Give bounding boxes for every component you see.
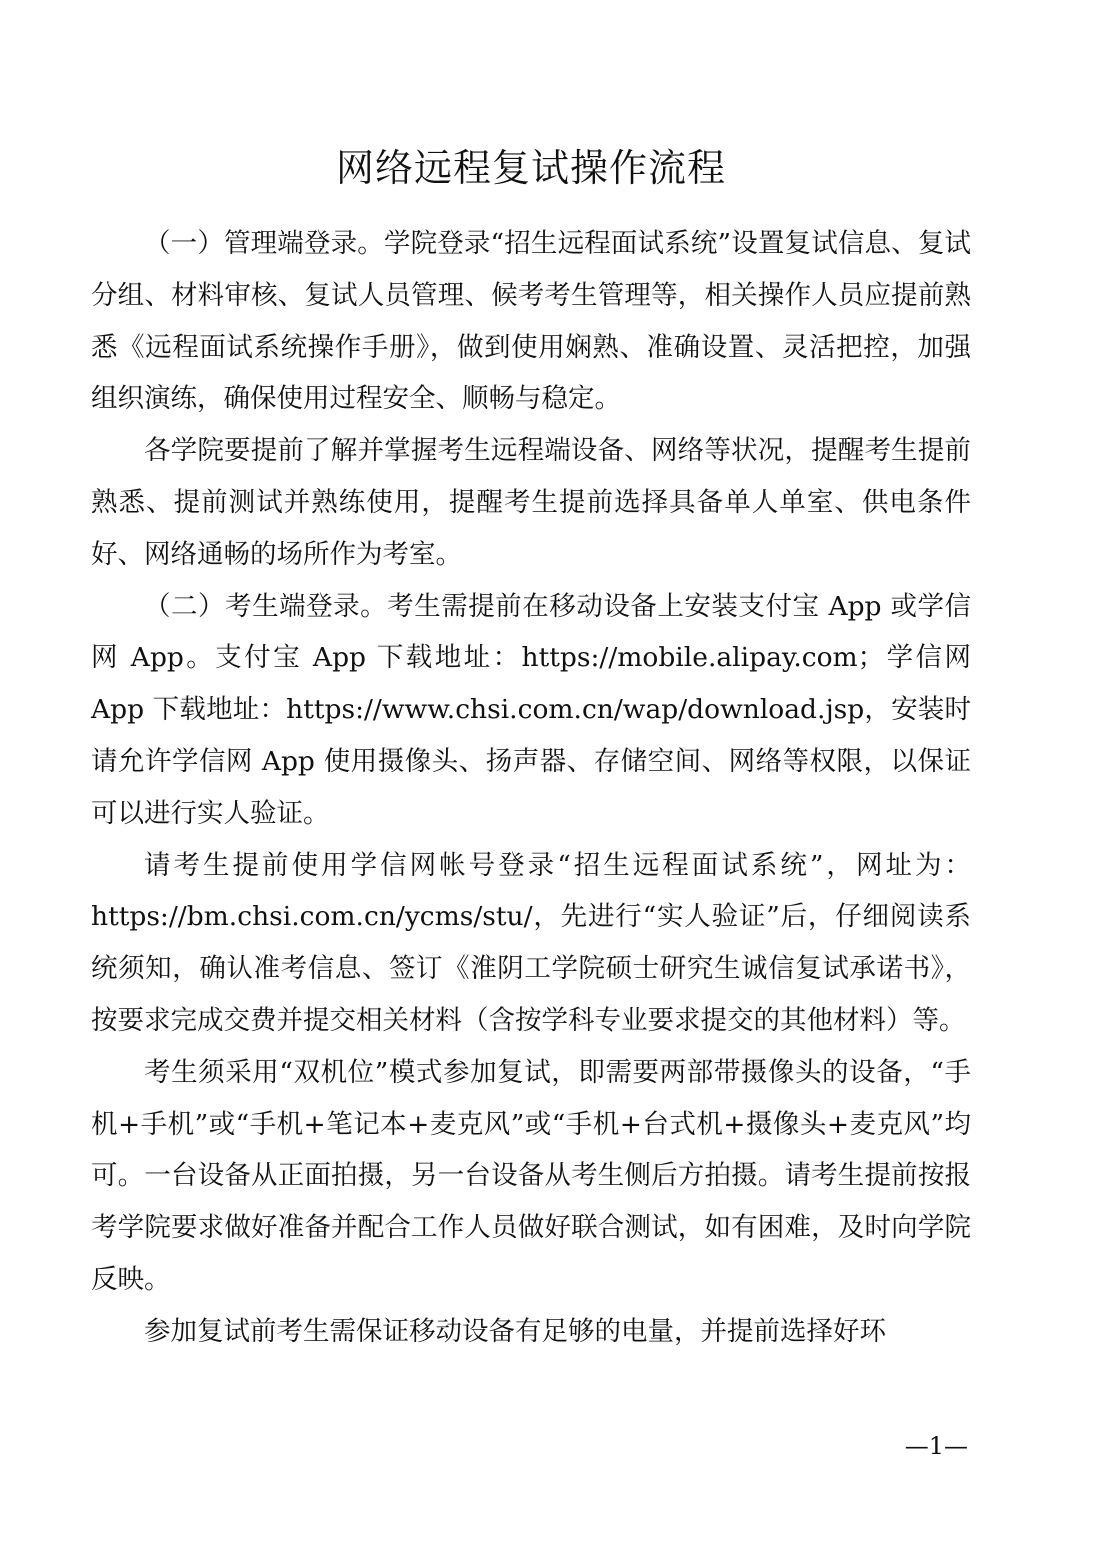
document-title: 网络远程复试操作流程 [335,146,726,190]
paragraph-dual-camera-mode: 考生须采用“双机位”模式参加复试，即需要两部带摄像头的设备，“手机+手机”或“手机+笔记本+麦克风”或“手机+台式机+摄像头+麦克风”均可。一台设备从正面拍摄，另一台设备从考生侧后方拍摄。请考生提前按报考学院要求做好准备并配合工作人员做好联合测试，如有困难，及时向学院反映。 [91,1056,971,1295]
paragraph-management-login: （一）管理端登录。学院登录“招生远程面试系统”设置复试信息、复试分组、材料审核、复试人员管理、候考考生管理等，相关操作人员应提前熟悉《远程面试系统操作手册》，做到使用娴熟、准确设置、灵活把控，加强组织演练，确保使用过程安全、顺畅与稳定。 [91,228,971,415]
document-body [91,218,971,1358]
paragraph-candidate-login: （二）考生端登录。考生需提前在移动设备上安装支付宝 App 或学信网 App。支付宝 App 下载地址：https://mobile.alipay.com；学信网 App 下载地址：https://www.chsi.com.cn/wap/download.jsp，安装时请允许学信网 App 使用摄像头、扬声器、存储空间、网络等权限，以保证可以进行实人验证。 [91,590,971,829]
page-number: —1— [904,1432,968,1460]
paragraph-college-preparation: 各学院要提前了解并掌握考生远程端设备、网络等状况，提醒考生提前熟悉、提前测试并熟练使用，提醒考生提前选择具备单人单室、供电条件好、网络通畅的场所作为考室。 [91,435,971,570]
paragraph-device-preparation: 参加复试前考生需保证移动设备有足够的电量，并提前选择好环 [144,1315,886,1347]
paragraph-system-login-instructions: 请考生提前使用学信网帐号登录“招生远程面试系统”，网址为：https://bm.chsi.com.cn/ycms/stu/，先进行“实人验证”后，仔细阅读系统须知，确认准考信息、签订《淮阴工学院硕士研究生诚信复试承诺书》，按要求完成交费并提交相关材料（含按学科专业要求提交的其他材料）等。 [91,849,971,1036]
